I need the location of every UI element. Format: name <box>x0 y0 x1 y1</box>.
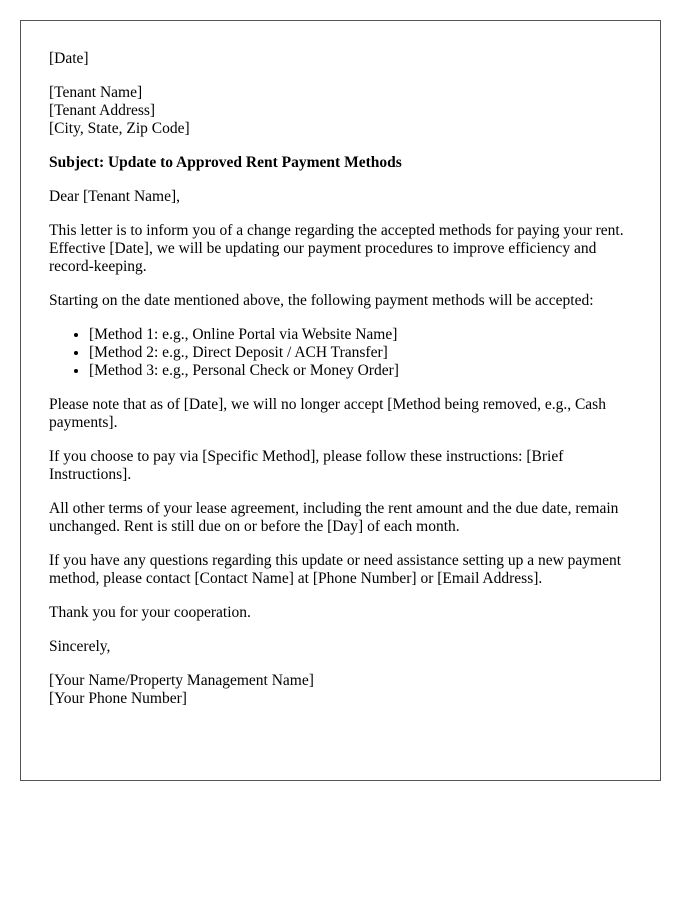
salutation: Dear [Tenant Name], <box>49 188 181 205</box>
lease-terms-paragraph: All other terms of your lease agreement, including the rent amount and the due date, remain unchanged. Rent is still due on or before the [Day] of each month. <box>49 500 619 535</box>
signature-name: [Your Name/Property Management Name] <box>49 672 314 689</box>
recipient-city-state-zip: [City, State, Zip Code] <box>49 120 190 137</box>
letter-date <box>49 50 632 68</box>
payment-method-item: • [Method 1: e.g., Online Portal via Website Name] <box>89 326 632 344</box>
date-text: [Date] <box>49 50 89 67</box>
subject-line: Subject: Update to Approved Rent Payment Methods <box>49 154 402 171</box>
payment-methods-list <box>49 326 632 380</box>
intro-paragraph: This letter is to inform you of a change regarding the accepted methods for paying your rent. Effective [Date], we will be updating our payment procedures to improve efficiency and record-keeping. <box>49 222 624 275</box>
recipient-name: [Tenant Name] <box>49 84 143 101</box>
payment-method-item: • [Method 3: e.g., Personal Check or Money Order] <box>89 362 632 380</box>
removed-method-notice: Please note that as of [Date], we will no longer accept [Method being removed, e.g., Cash payments]. <box>49 396 606 431</box>
letter-page <box>20 20 661 781</box>
payment-method-item: • [Method 2: e.g., Direct Deposit / ACH Transfer] <box>89 344 632 362</box>
signature-block <box>49 672 632 708</box>
questions-paragraph: If you have any questions regarding this update or need assistance setting up a new payment method, please contact [Contact Name] at [Phone Number] or [Email Address]. <box>49 552 622 587</box>
signature-phone: [Your Phone Number] <box>49 690 187 707</box>
recipient-address-block <box>49 84 632 138</box>
closing-line: Sincerely, <box>49 638 111 655</box>
instructions-paragraph: If you choose to pay via [Specific Method], please follow these instructions: [Brief Instructions]. <box>49 448 564 483</box>
thanks-line: Thank you for your cooperation. <box>49 604 251 621</box>
recipient-address: [Tenant Address] <box>49 102 156 119</box>
methods-intro-paragraph: Starting on the date mentioned above, the following payment methods will be accepted: <box>49 292 594 309</box>
